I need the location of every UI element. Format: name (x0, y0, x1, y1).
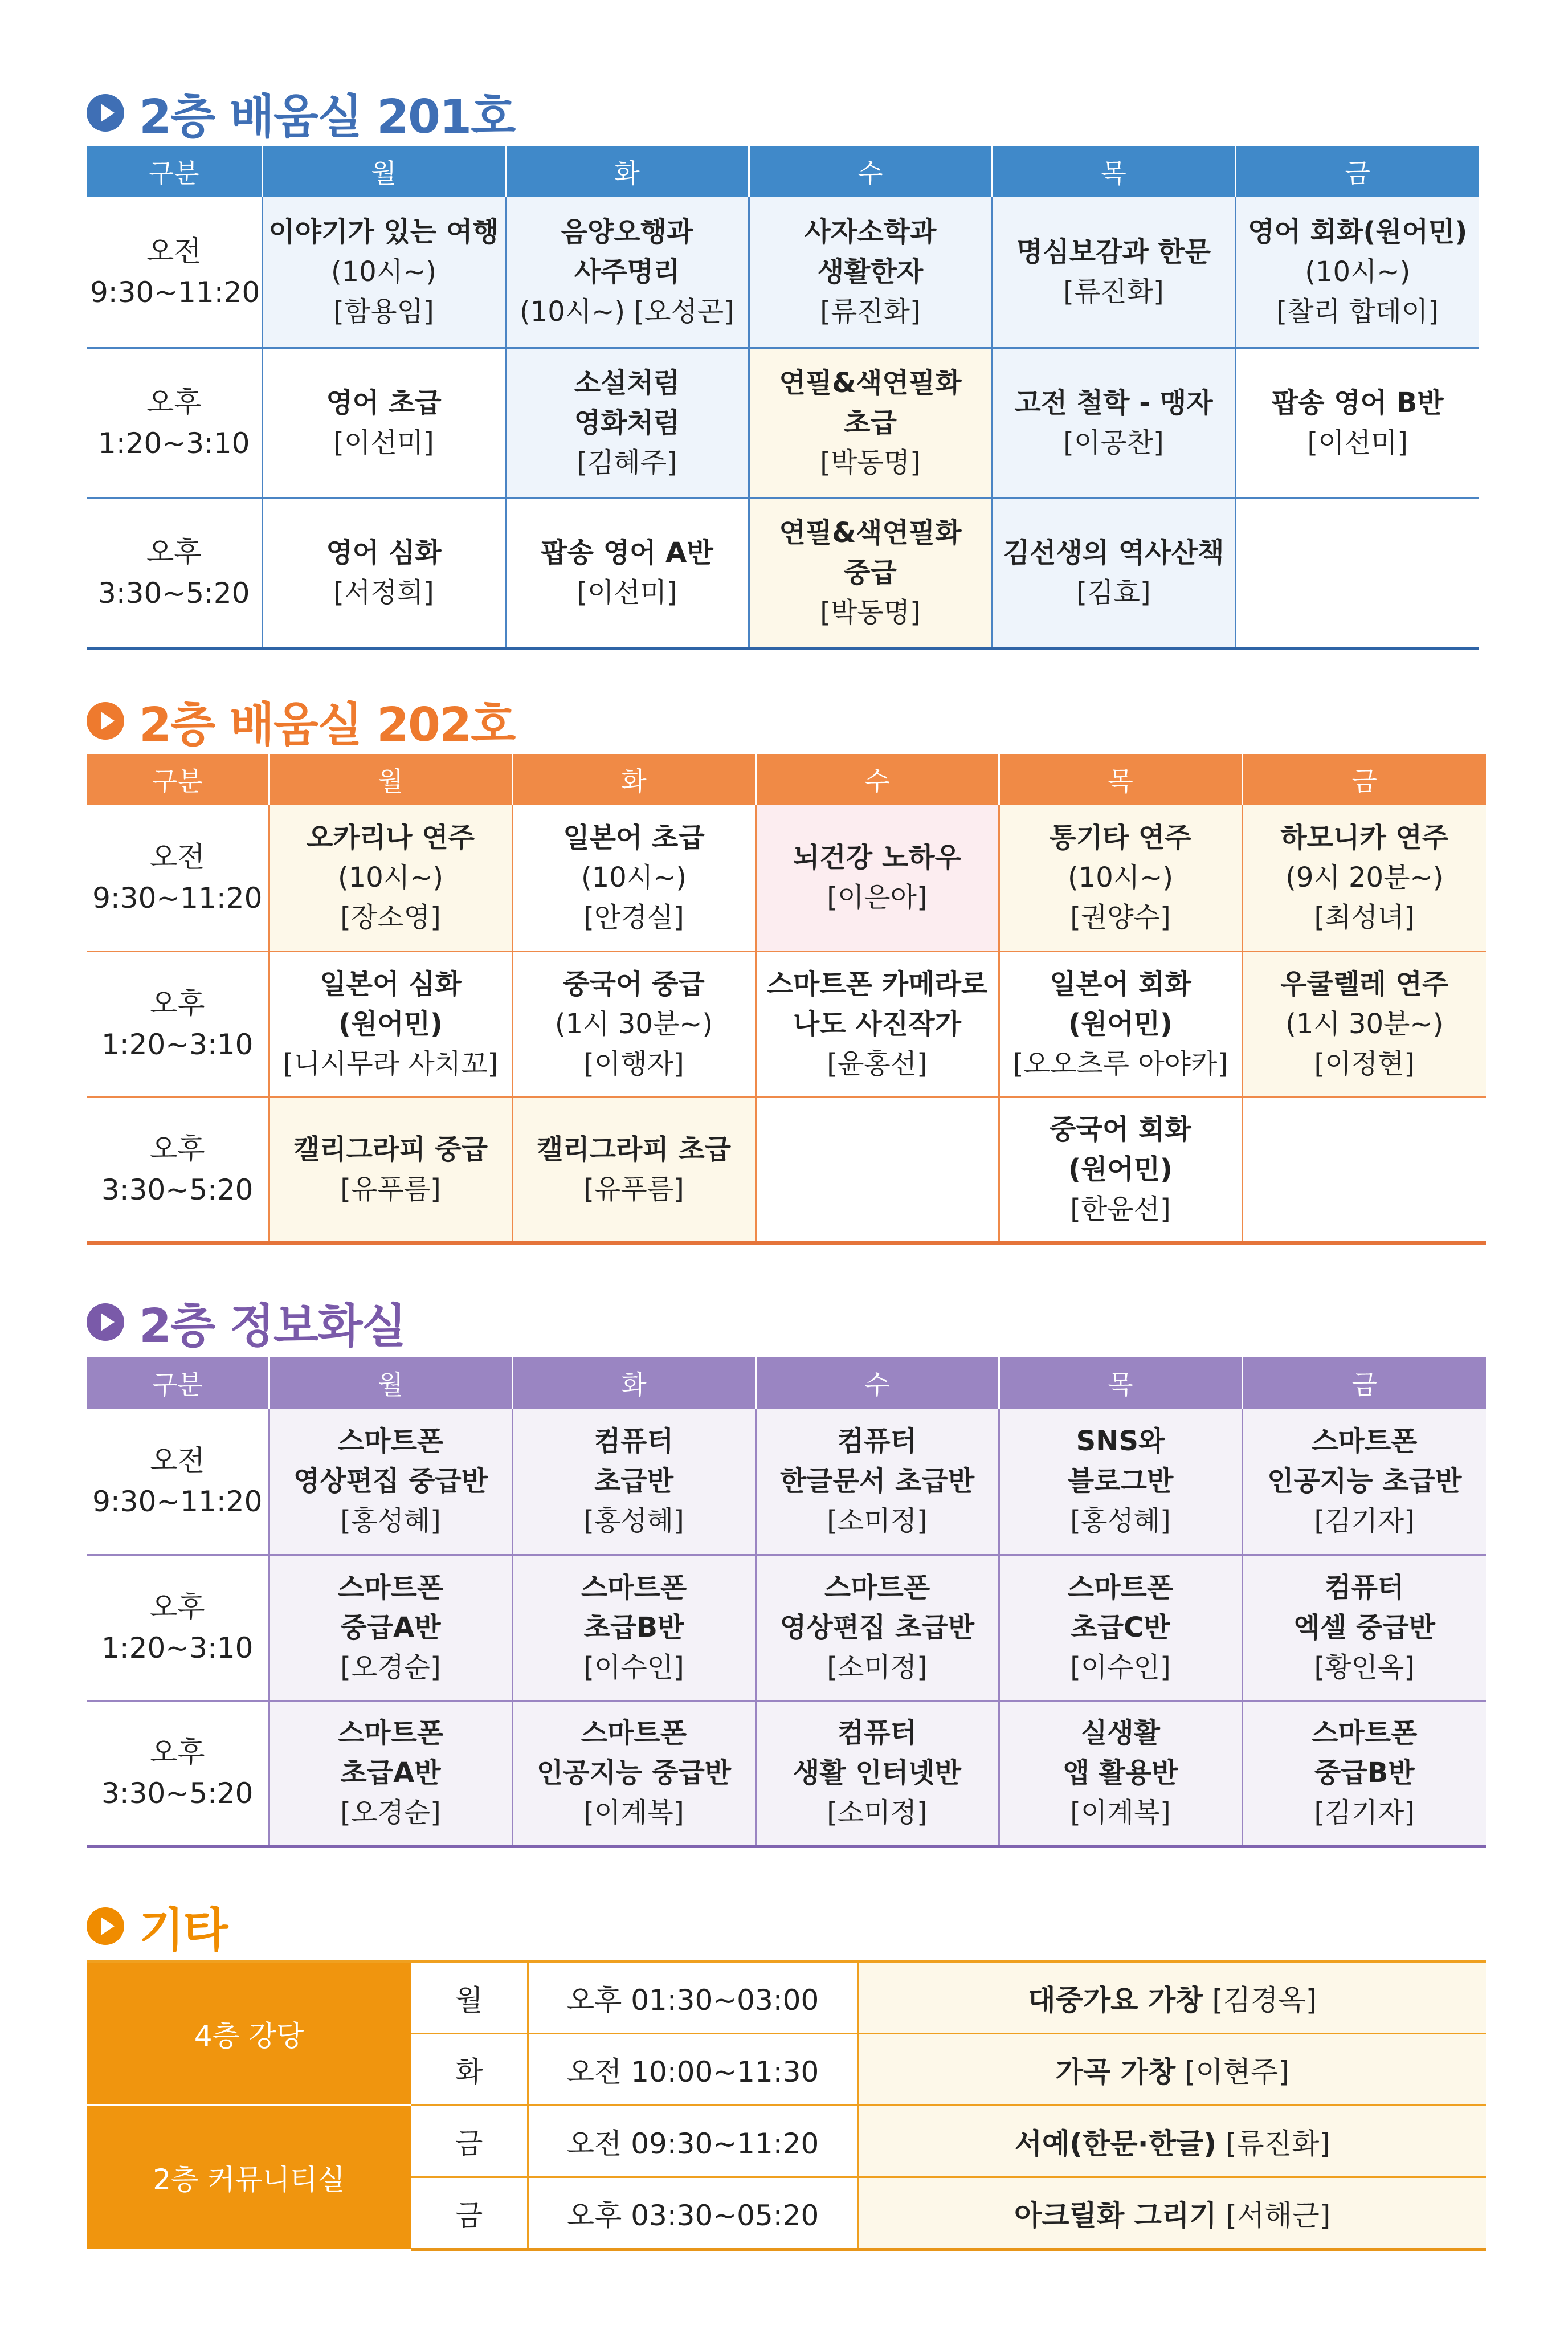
place-cell: 4층 강당 (87, 1961, 411, 2106)
place-cell: 2층 커뮤니티실 (87, 2106, 411, 2250)
play-circle-icon (87, 1907, 124, 1945)
class-cell-empty (756, 1097, 999, 1243)
time-slot: 오전 9:30~11:20 (87, 805, 269, 951)
class-cell: 가곡 가창 [이현주] (858, 2034, 1486, 2106)
etc-table (87, 1960, 1486, 2251)
etc-title-text: 기타 (139, 1903, 227, 1957)
class-cell: 컴퓨터 엑셀 중급반 [황인옥] (1242, 1555, 1486, 1700)
class-cell: 캘리그라피 초급 [유푸름] (512, 1097, 756, 1243)
class-cell: 스마트폰 초급C반 [이수인] (999, 1555, 1242, 1700)
class-cell: 소설처럼 영화처럼 [김혜주] (505, 348, 749, 498)
class-cell: 사자소학과 생활한자 [류진화] (749, 197, 992, 348)
class-cell: 스마트폰 영상편집 초급반 [소미정] (756, 1555, 999, 1700)
class-cell: 통기타 연주 (10시~) [권양수] (999, 805, 1242, 951)
header-fri: 금 (1242, 1357, 1486, 1409)
play-circle-icon (87, 1303, 124, 1341)
time-slot: 오후 3:30~5:20 (87, 1700, 269, 1846)
header-thu: 목 (999, 754, 1242, 805)
class-cell: 일본어 심화 (원어민) [니시무라 사치꼬] (269, 951, 512, 1097)
time-slot: 오후 1:20~3:10 (87, 1555, 269, 1700)
class-cell: 스마트폰 인공지능 중급반 [이계복] (512, 1700, 756, 1846)
time-slot: 오전 9:30~11:20 (87, 197, 262, 348)
class-cell: 중국어 중급 (1시 30분~) [이행자] (512, 951, 756, 1097)
class-cell-empty (1242, 1097, 1486, 1243)
day-cell: 월 (411, 1961, 528, 2034)
header-thu: 목 (999, 1357, 1242, 1409)
class-cell: 스마트폰 중급A반 [오경순] (269, 1555, 512, 1700)
class-cell: 스마트폰 인공지능 초급반 [김기자] (1242, 1409, 1486, 1555)
time-cell: 오후 01:30~03:00 (528, 1961, 858, 2034)
table-row (87, 2106, 1486, 2177)
table-row (87, 951, 1486, 1097)
class-cell: 스마트폰 초급A반 [오경순] (269, 1700, 512, 1846)
room201-section (87, 84, 1486, 654)
class-cell: 컴퓨터 생활 인터넷반 [소미정] (756, 1700, 999, 1846)
header-wed: 수 (749, 146, 992, 197)
class-cell: 컴퓨터 초급반 [홍성혜] (512, 1409, 756, 1555)
table-row (87, 1409, 1486, 1555)
table-row (87, 498, 1479, 648)
header-division: 구분 (87, 754, 269, 805)
info-title-text: 2층 정보화실 (139, 1299, 406, 1353)
day-cell: 금 (411, 2177, 528, 2250)
header-thu: 목 (992, 146, 1235, 197)
class-cell: 연필&색연필화 초급 [박동명] (749, 348, 992, 498)
time-slot: 오전 9:30~11:20 (87, 1409, 269, 1555)
class-cell: 일본어 회화 (원어민) [오오츠루 아야카] (999, 951, 1242, 1097)
class-cell: 대중가요 가창 [김경옥] (858, 1961, 1486, 2034)
header-tue: 화 (512, 1357, 756, 1409)
class-cell: 연필&색연필화 중급 [박동명] (749, 498, 992, 648)
class-cell: 캘리그라피 중급 [유푸름] (269, 1097, 512, 1243)
room202-title (87, 692, 515, 752)
header-division: 구분 (87, 146, 262, 197)
class-cell: 이야기가 있는 여행 (10시~) [함용임] (262, 197, 505, 348)
class-cell: 서예(한문·한글) [류진화] (858, 2106, 1486, 2177)
time-cell: 오후 03:30~05:20 (528, 2177, 858, 2250)
class-cell: 영어 초급 [이선미] (262, 348, 505, 498)
class-cell: 하모니카 연주 (9시 20분~) [최성녀] (1242, 805, 1486, 951)
class-cell: 팝송 영어 A반 [이선미] (505, 498, 749, 648)
class-cell: 스마트폰 영상편집 중급반 [홍성혜] (269, 1409, 512, 1555)
time-slot: 오후 3:30~5:20 (87, 498, 262, 648)
class-cell: 스마트폰 중급B반 [김기자] (1242, 1700, 1486, 1846)
class-cell: 김선생의 역사산책 [김효] (992, 498, 1235, 648)
table-row (87, 348, 1479, 498)
header-fri: 금 (1235, 146, 1479, 197)
class-cell: 스마트폰 초급B반 [이수인] (512, 1555, 756, 1700)
time-slot: 오후 1:20~3:10 (87, 951, 269, 1097)
class-cell: 오카리나 연주 (10시~) [장소영] (269, 805, 512, 951)
room201-title-text: 2층 배움실 201호 (139, 89, 515, 144)
class-cell: 명심보감과 한문 [류진화] (992, 197, 1235, 348)
class-cell: 아크릴화 그리기 [서해근] (858, 2177, 1486, 2250)
table-row (87, 805, 1486, 951)
time-slot: 오후 1:20~3:10 (87, 348, 262, 498)
class-cell: SNS와 블로그반 [홍성혜] (999, 1409, 1242, 1555)
table-row (87, 1555, 1486, 1700)
table-row (87, 1700, 1486, 1846)
class-cell: 중국어 회화 (원어민) [한윤선] (999, 1097, 1242, 1243)
table-row (87, 1097, 1486, 1243)
header-mon: 월 (269, 1357, 512, 1409)
day-cell: 금 (411, 2106, 528, 2177)
class-cell: 스마트폰 카메라로 나도 사진작가 [윤홍선] (756, 951, 999, 1097)
class-cell: 팝송 영어 B반 [이선미] (1235, 348, 1479, 498)
header-mon: 월 (262, 146, 505, 197)
play-circle-icon (87, 702, 124, 740)
header-mon: 월 (269, 754, 512, 805)
info-title (87, 1294, 406, 1351)
class-cell: 음양오행과 사주명리 (10시~) [오성곤] (505, 197, 749, 348)
info-table (87, 1357, 1486, 1848)
room201-title (87, 84, 515, 144)
header-division: 구분 (87, 1357, 269, 1409)
time-slot: 오후 3:30~5:20 (87, 1097, 269, 1243)
table-row (87, 1961, 1486, 2034)
day-cell: 화 (411, 2034, 528, 2106)
header-wed: 수 (756, 1357, 999, 1409)
class-cell: 영어 심화 [서정희] (262, 498, 505, 648)
room202-section (87, 692, 1486, 1262)
time-cell: 오전 10:00~11:30 (528, 2034, 858, 2106)
class-cell-empty (1235, 498, 1479, 648)
info-section (87, 1294, 1486, 1863)
room201-table (87, 146, 1479, 650)
header-tue: 화 (512, 754, 756, 805)
class-cell: 우쿨렐레 연주 (1시 30분~) [이정현] (1242, 951, 1486, 1097)
room202-title-text: 2층 배움실 202호 (139, 698, 515, 752)
class-cell: 고전 철학 - 맹자 [이공찬] (992, 348, 1235, 498)
etc-section (87, 1898, 1486, 2262)
class-cell: 일본어 초급 (10시~) [안경실] (512, 805, 756, 951)
table-row (87, 197, 1479, 348)
etc-title (87, 1898, 227, 1955)
class-cell: 컴퓨터 한글문서 초급반 [소미정] (756, 1409, 999, 1555)
class-cell: 실생활 앱 활용반 [이계복] (999, 1700, 1242, 1846)
class-cell: 영어 회화(원어민) (10시~) [찰리 합데이] (1235, 197, 1479, 348)
room202-table (87, 754, 1486, 1245)
header-fri: 금 (1242, 754, 1486, 805)
header-wed: 수 (756, 754, 999, 805)
header-tue: 화 (505, 146, 749, 197)
play-circle-icon (87, 94, 124, 132)
time-cell: 오전 09:30~11:20 (528, 2106, 858, 2177)
class-cell: 뇌건강 노하우 [이은아] (756, 805, 999, 951)
